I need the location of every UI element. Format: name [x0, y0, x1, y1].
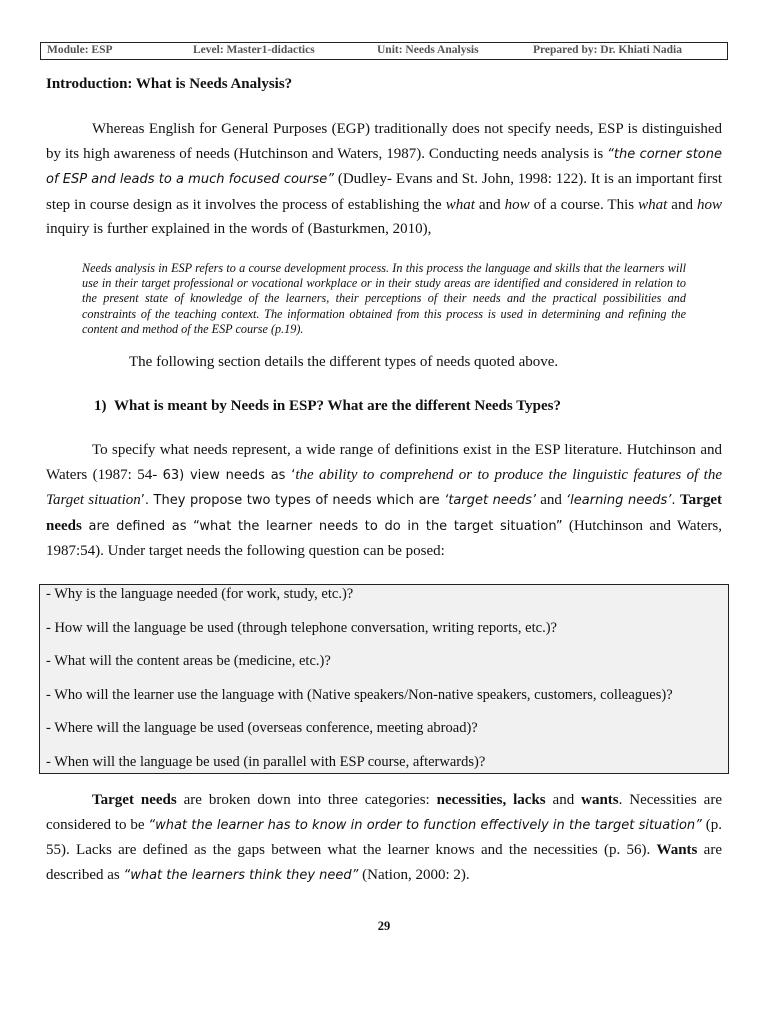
header-level: Level: Master1-didactics: [193, 44, 315, 56]
needs-dot: .: [671, 493, 681, 508]
categories-text-c: (p. 55). Lacks are defined as the gaps between what the learner knows and the necessities (p. 56).: [46, 816, 723, 858]
intro-paragraph: [46, 117, 722, 242]
header-prepared-by: Prepared by: Dr. Khiati Nadia: [533, 44, 682, 56]
needs-text-a2: 63) view needs as ‘: [162, 467, 296, 483]
question-item: - How will the language be used (through telephone conversation, writing reports, etc.)?: [46, 619, 557, 636]
questions-box: [39, 584, 729, 774]
categories-paragraph: [46, 788, 722, 888]
block-quote: Needs analysis in ESP refers to a course development process. In this process the language and skills that the learners will use in their target professional or vocational workplace or in their study areas are identified and considered in relation to the present state of knowledge of the learners, their perceptions of their needs and the practical possibilities and constraints of the teaching context. The information obtained from this process is used in determining and refining the content and method of the ESP course (p.19).: [82, 261, 686, 336]
question-item: - When will the language be used (in parallel with ESP course, afterwards)?: [46, 753, 486, 770]
needs-text-d: (Hutchinson and Waters, 1987:54). Under target needs the following question can be posed:: [46, 517, 722, 559]
wants-quote: “what the learners think they need”: [123, 867, 359, 883]
categories-text-a: are broken down into three categories:: [176, 792, 437, 808]
page-number: 29: [377, 919, 391, 933]
intro-text-d: inquiry is further explained in the words of (Basturkmen, 2010),: [46, 221, 432, 237]
wants-bold: Wants: [656, 842, 698, 858]
categories-and: and: [545, 792, 582, 808]
target-needs-bold: Target needs: [46, 492, 722, 534]
intro-how: how: [504, 196, 530, 213]
intro-text-c: of a course. This: [529, 196, 639, 213]
header-unit: Unit: Needs Analysis: [377, 44, 479, 56]
intro-title: Introduction: What is Needs Analysis?: [46, 76, 293, 92]
categories-target-needs: Target needs: [92, 792, 177, 808]
intro-how-2: how: [696, 196, 722, 213]
question-item: - Where will the language be used (overseas conference, meeting abroad)?: [46, 720, 478, 736]
intro-what-2: what: [638, 196, 668, 213]
section-1-heading: 1) What is meant by Needs in ESP? What are the different Needs Types?: [94, 398, 561, 414]
categories-necessities-lacks: necessities, lacks: [436, 792, 546, 808]
intro-text-b: (Dudley- Evans and St. John, 1998: 122). It is an important first step in course design as it involves the process of establishing the: [46, 171, 722, 213]
needs-paragraph: [46, 438, 722, 564]
needs-and: and: [536, 492, 567, 508]
question-item: - Why is the language needed (for work, study, etc.)?: [46, 586, 354, 602]
categories-wants: wants: [581, 792, 619, 808]
needs-text-b: ’. They propose two types of needs which are: [140, 493, 445, 508]
page-header: [40, 42, 728, 60]
target-needs-term: ‘target needs’: [444, 493, 537, 508]
learning-needs-term: ‘learning needs’: [566, 493, 672, 508]
categories-text-e: (Nation, 2000: 2).: [358, 866, 470, 883]
intro-and-2: and: [667, 196, 697, 213]
intro-and: and: [474, 196, 505, 213]
categories-text-b: . Necessities are considered to be: [46, 792, 722, 833]
needs-quote: the ability to comprehend or to produce the linguistic features of the Target situation: [46, 466, 722, 508]
needs-text-c: are defined as “what the learner needs to do in the target situation”: [81, 518, 563, 534]
needs-text-a: To specify what needs represent, a wide range of definitions exist in the ESP literature. Hutchinson and Waters (1987: 54-: [46, 442, 722, 483]
intro-what: what: [445, 196, 475, 213]
intro-quote: “the corner stone of ESP and leads to a much focused course”: [46, 146, 722, 187]
question-item: - What will the content areas be (medicine, etc.)?: [46, 653, 331, 669]
question-item: - Who will the learner use the language with (Native speakers/Non-native speakers, customers, colleagues)?: [46, 686, 673, 703]
categories-text-d: are described as: [46, 842, 722, 883]
necessities-quote: “what the learner has to know in order to function effectively in the target situation”: [148, 817, 702, 833]
intro-text-a: Whereas English for General Purposes (EGP) traditionally does not specify needs, ESP is distinguished by its high awareness of needs (Hutchinson and Waters, 1987). Conducting needs analysis is: [46, 121, 722, 162]
header-module: Module: ESP: [47, 44, 113, 56]
following-sentence: The following section details the different types of needs quoted above.: [129, 354, 559, 370]
